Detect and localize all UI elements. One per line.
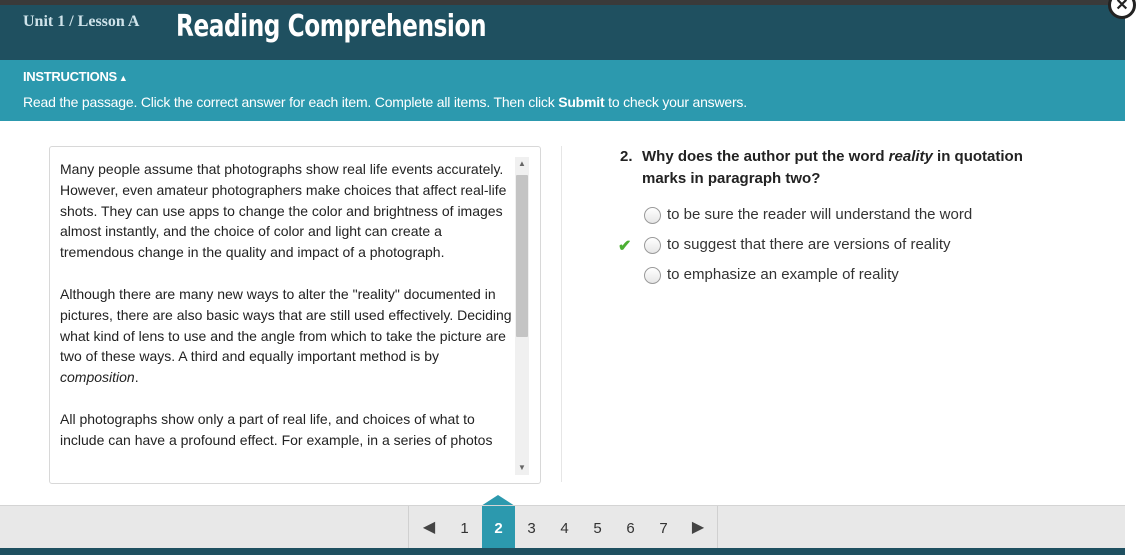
radio-button[interactable] — [644, 207, 661, 224]
page-navigation — [408, 506, 718, 549]
page-button-4[interactable]: 4 — [560, 520, 569, 537]
passage-paragraph-3: All photographs show only a part of real life, and choices of what to include can have a profound effect. For example, in a series of photos — [60, 410, 493, 448]
lesson-header — [0, 0, 1125, 60]
scroll-up-icon[interactable]: ▲ — [518, 159, 526, 168]
passage-paragraph-1: Many people assume that photographs show real life events accurately. However, even amateur photographers make choices that affect real-life shots. They can use apps to change the color and brightness of images almost instantly, and the choice of color and light can create a tremendous change in the quality and impact of a photograph. — [60, 161, 507, 261]
radio-button[interactable] — [644, 267, 661, 284]
answer-option-2[interactable] — [618, 234, 1058, 258]
answer-option-3[interactable] — [618, 264, 1058, 288]
column-divider — [561, 146, 562, 482]
instructions-panel — [0, 60, 1125, 121]
arrow-left-icon[interactable]: ◀ — [422, 519, 436, 536]
answer-option-1[interactable] — [618, 204, 1058, 228]
passage-text — [60, 159, 515, 472]
passage-paragraph-2 — [60, 284, 515, 388]
question-italic-word: reality — [888, 148, 933, 165]
instructions-text-after: to check your answers. — [604, 94, 747, 110]
page-title: Reading Comprehension — [176, 9, 487, 44]
page-button-3[interactable]: 3 — [527, 520, 536, 537]
answer-option-label: to suggest that there are versions of reality — [667, 236, 951, 253]
scrollbar-thumb[interactable] — [516, 175, 528, 337]
instructions-text — [23, 94, 747, 110]
passage-scrollbar[interactable] — [515, 157, 529, 475]
unit-lesson-label: Unit 1 / Lesson A — [23, 13, 140, 30]
page-button-6[interactable]: 6 — [626, 520, 635, 537]
instructions-text-before: Read the passage. Click the correct answer for each item. Complete all items. Then click — [23, 94, 559, 110]
radio-button[interactable] — [644, 237, 661, 254]
footer-bottom-strip — [0, 548, 1125, 555]
instructions-toggle[interactable] — [23, 69, 128, 84]
question-number: 2. — [620, 148, 633, 165]
question-text — [642, 146, 1042, 190]
passage-p2-text: Although there are many new ways to alter the "reality" documented in pictures, there are also basic ways that are still used effectively. Deciding what kind of lens to use and the angle from which to take the picture are two of these ways. A third and equally important method is by — [60, 285, 512, 365]
caret-up-icon: ▲ — [118, 73, 128, 83]
instructions-submit-word: Submit — [558, 94, 605, 110]
page-button-1[interactable]: 1 — [460, 520, 469, 537]
passage-p2-end: . — [134, 369, 139, 386]
page-button-7[interactable]: 7 — [659, 520, 668, 537]
instructions-heading: INSTRUCTIONS — [23, 69, 117, 84]
checkmark-icon: ✔ — [618, 238, 632, 255]
arrow-right-icon[interactable]: ▶ — [691, 519, 705, 536]
question-text-after: in quotation marks in paragraph two? — [642, 148, 1023, 187]
page-button-2[interactable]: 2 — [482, 506, 515, 549]
page-button-5[interactable]: 5 — [593, 520, 602, 537]
question-text-before: Why does the author put the word — [642, 148, 889, 165]
answer-option-label: to be sure the reader will understand the word — [667, 206, 973, 223]
close-icon[interactable]: ✕ — [1108, 0, 1136, 19]
passage-p2-italic: composition — [60, 369, 135, 386]
reading-passage — [49, 146, 541, 484]
scroll-down-icon[interactable]: ▼ — [518, 463, 526, 472]
answer-option-label: to emphasize an example of reality — [667, 266, 899, 283]
